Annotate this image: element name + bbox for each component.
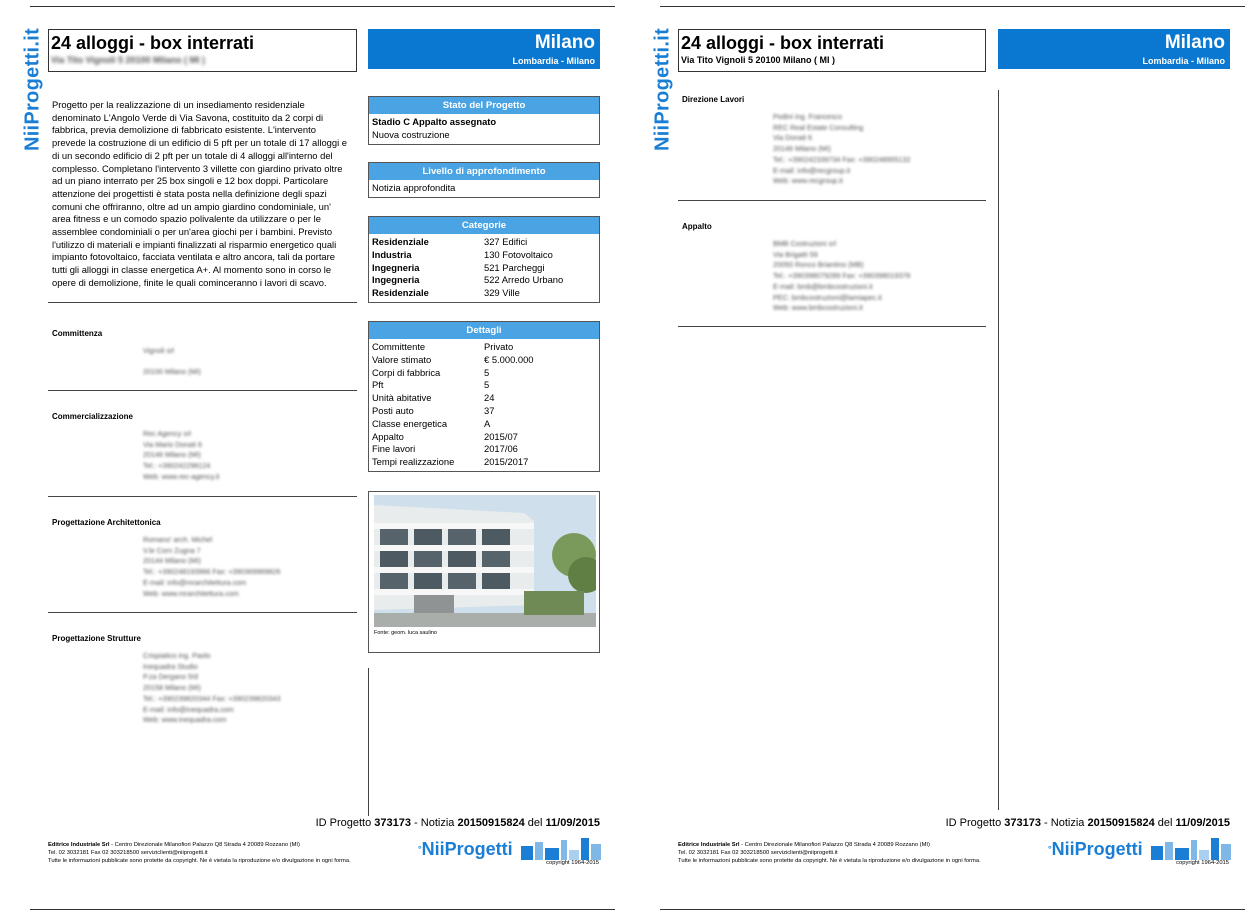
- project-title: 24 alloggi - box interrati: [681, 33, 885, 53]
- contact-direzione-lavori: [682, 94, 982, 187]
- detail-row: [372, 341, 596, 354]
- panel-dettagli: [368, 321, 600, 472]
- contact-committenza: [52, 328, 352, 378]
- title-box: [48, 29, 357, 72]
- divider: [48, 612, 357, 613]
- footer-company: Editrice Industriale Srl: [678, 842, 740, 848]
- contact-progettazione-architettonica: [52, 517, 352, 599]
- detail-row: [372, 354, 596, 367]
- detail-key: Pft: [372, 379, 384, 391]
- panel-body: [369, 339, 599, 471]
- contact-body: [52, 535, 352, 599]
- detail-key: Corpi di fabbrica: [372, 366, 441, 378]
- detail-row: [372, 379, 596, 392]
- contact-body: [52, 346, 352, 378]
- project-title: 24 alloggi - box interrati: [51, 33, 255, 53]
- project-address: Via Tito Vignoli 5 20100 Milano ( MI ): [51, 55, 206, 65]
- notizia-date: 11/09/2015: [1175, 817, 1230, 829]
- project-id: 373173: [374, 817, 411, 829]
- contact-line: 20146 Milano (MI): [773, 144, 831, 154]
- category-value: 327 Edifici: [484, 236, 528, 247]
- detail-value: 2017/06: [484, 443, 518, 455]
- divider: [48, 390, 357, 391]
- category-key: Ingegneria: [372, 261, 420, 273]
- contact-line: Vignoli srl: [143, 346, 175, 355]
- contact-line: [143, 357, 352, 368]
- project-description: Progetto per la realizzazione di un insediamento residenziale denominato L'Angolo Verde di Via Savona, costituito da 2 corpi di fabbrica, previa demolizione di fabbricato esistente. L'intervento prevede la costruzione di un edificio di 5 pft per un totale di 17 alloggi e di un secondo edificio di 2 pft per un totale di 4 alloggi all'interno del complesso. Completano l'intervento 3 villette con giardino privato oltre ad un piano interrato per 25 box singoli e 12 box doppi. Particolare attenzione dei progettisti è stata posta nella definizione degli spazi comuni che offriranno, oltre ad un ampio giardino condominiale, un' area fitness e un comodo spazio polivalente da utilizzare o per le assemblee condominiali o per un'area giochi per i bambini. Previsto l'utilizzo di materiali e impianti finalizzati al risparmio energetico quali impianto fotovoltaico, facciata ventilata e altro ancora, tali da portare tutti gli alloggi in classe energetica A+. Al momento sono in corso le opere di demolizione, finite le quali cominceranno i lavori di scavo.: [52, 99, 347, 288]
- notizia-id: 20150915824: [1087, 817, 1155, 829]
- footer-brand: [1048, 838, 1233, 868]
- notizia-id: 20150915824: [457, 817, 525, 829]
- footer-address: - Centro Direzionale Milanofiori Palazzo Q8 Strada 4 20089 Rozzano (MI): [109, 842, 300, 848]
- contact-body: [52, 651, 352, 726]
- contact-commercializzazione: [52, 411, 352, 483]
- project-image-box: [368, 491, 600, 653]
- contact-line: E-mail: info@inequadra.com: [143, 704, 234, 714]
- region-name: Lombardia - Milano: [1142, 56, 1225, 66]
- category-value: 130 Fotovoltaico: [484, 248, 553, 260]
- footer-contacts: Tel. 02 3032181 Fax 02 303218500 serviziclienti@niiprogetti.it: [678, 850, 838, 856]
- category-key: Industria: [372, 248, 412, 260]
- contact-line: Web: www.inequadra.com: [143, 715, 227, 725]
- contact-line: Crispiatico ing. Paolo: [143, 651, 211, 660]
- category-row: [372, 262, 596, 275]
- contact-line: Web: www.rec-agency.it: [143, 471, 220, 481]
- vertical-logo: NiiProgetti.it: [651, 27, 674, 152]
- stato-line: Nuova costruzione: [372, 128, 450, 140]
- footer-copyright: copyright 1964-2015: [1176, 860, 1229, 866]
- column-line: [998, 90, 999, 810]
- detail-key: Committente: [372, 341, 426, 352]
- contact-line: 20146 Milano (MI): [143, 450, 201, 460]
- footer-logo: °NiiProgetti: [1048, 839, 1143, 859]
- panel-body: [369, 114, 599, 144]
- panel-body: Notizia approfondita: [372, 182, 456, 193]
- footer-company: Editrice Industriale Srl: [48, 842, 110, 848]
- contact-heading: Appalto: [682, 222, 712, 231]
- contact-line: Romano' arch. Michel: [143, 535, 213, 544]
- contact-line: Tel.: +390239820344 Fax: +390239820343: [143, 693, 281, 703]
- category-key: Ingegneria: [372, 274, 420, 286]
- detail-value: € 5.000.000: [484, 353, 534, 365]
- skyline-icon: [1151, 838, 1231, 860]
- contact-line: REC Real Estate Consulting: [773, 122, 864, 132]
- divider: [48, 302, 357, 303]
- category-value: 329 Ville: [484, 287, 520, 299]
- divider: [48, 496, 357, 497]
- detail-row: [372, 418, 596, 431]
- contact-progettazione-strutture: [52, 633, 352, 726]
- stato-line: Stadio C Appalto assegnato: [372, 116, 497, 127]
- contact-line: Inequadra Studio: [143, 661, 198, 671]
- contact-appalto: [682, 221, 982, 314]
- detail-key: Valore stimato: [372, 353, 432, 365]
- category-row: [372, 274, 596, 287]
- detail-value: 2015/2017: [484, 456, 529, 468]
- contact-line: E-mail: info@mrarchitettura.com: [143, 577, 247, 587]
- detail-row: [372, 392, 596, 405]
- contact-heading: Progettazione Strutture: [52, 634, 141, 643]
- id-mid: - Notizia: [410, 817, 458, 829]
- divider: [678, 200, 986, 201]
- contact-line: BMB Costruzioni srl: [773, 239, 837, 248]
- footer-brand: [418, 838, 603, 868]
- skyline-icon: [521, 838, 601, 860]
- contact-heading: Commercializzazione: [52, 412, 133, 421]
- contact-line: Tel.: +390242298124: [143, 461, 211, 471]
- detail-value: 37: [484, 404, 495, 416]
- detail-key: Classe energetica: [372, 417, 448, 429]
- detail-key: Tempi realizzazione: [372, 456, 455, 468]
- panel-livello: [368, 162, 600, 198]
- category-row: [372, 287, 596, 300]
- title-box: [678, 29, 986, 72]
- contact-line: E-mail: info@recgroup.it: [773, 165, 851, 175]
- contact-heading: Progettazione Architettonica: [52, 518, 161, 527]
- contact-line: 20100 Milano (MI): [143, 367, 201, 377]
- contact-line: Rec Agency srl: [143, 429, 191, 438]
- contact-line: Via Mario Donati 6: [143, 439, 202, 449]
- detail-value: 5: [484, 366, 490, 378]
- panel-categorie: [368, 216, 600, 303]
- category-row: [372, 249, 596, 262]
- city-name: Milano: [1164, 32, 1225, 53]
- contact-body: [682, 239, 982, 314]
- contact-line: Tel.: +390242339734 Fax: +390248955132: [773, 154, 911, 164]
- top-rule: [30, 6, 615, 7]
- contact-line: 20144 Milano (MI): [143, 556, 201, 566]
- contact-body: [682, 112, 982, 187]
- contact-heading: Committenza: [52, 329, 103, 338]
- footer-copyright: copyright 1964-2015: [546, 860, 599, 866]
- footer-address: - Centro Direzionale Milanofiori Palazzo Q8 Strada 4 20089 Rozzano (MI): [739, 842, 930, 848]
- footer-contacts: Tel. 02 3032181 Fax 02 303218500 serviziclienti@niiprogetti.it: [48, 850, 208, 856]
- contact-line: Tel.: +390398079289 Fax: +390398019376: [773, 271, 911, 281]
- detail-row: [372, 405, 596, 418]
- contact-line: Web: www.mrarchitettura.com: [143, 588, 239, 598]
- detail-row: [372, 456, 596, 469]
- detail-value: 5: [484, 379, 490, 391]
- detail-key: Fine lavori: [372, 443, 416, 455]
- detail-key: Appalto: [372, 430, 404, 442]
- id-prefix: ID Progetto: [315, 817, 375, 829]
- bottom-rule: [30, 909, 615, 910]
- project-address: Via Tito Vignoli 5 20100 Milano ( MI ): [681, 55, 836, 65]
- panel-body: [369, 234, 599, 302]
- detail-value: A: [484, 417, 491, 429]
- id-line: [810, 817, 1230, 830]
- detail-value: 2015/07: [484, 430, 518, 442]
- top-rule: [660, 6, 1245, 7]
- project-id: 373173: [1004, 817, 1041, 829]
- bottom-rule: [660, 909, 1245, 910]
- region-name: Lombardia - Milano: [512, 56, 595, 66]
- category-row: [372, 236, 596, 249]
- contact-line: P.za Dergano 5/d: [143, 672, 199, 682]
- panel-stato: [368, 96, 600, 145]
- contact-line: V.le Corn Zugna 7: [143, 545, 201, 555]
- footer-logo: °NiiProgetti: [418, 839, 513, 859]
- id-mid: - Notizia: [1040, 817, 1088, 829]
- panel-header: Stato del Progetto: [369, 97, 599, 114]
- contact-line: PEC: bmbcostruzioni@lamiapec.it: [773, 292, 882, 302]
- panel-header: Dettagli: [369, 322, 599, 339]
- city-box: [368, 29, 600, 69]
- footer-copyright-notice: Tutte le informazioni pubblicate sono protette da copyright. Ne è vietata la riproduzione e/o divulgazione in ogni forma.: [48, 858, 351, 864]
- contact-line: 20050 Ronco Briantino (MB): [773, 260, 864, 270]
- divider: [678, 326, 986, 327]
- city-name: Milano: [534, 32, 595, 53]
- panel-header: Livello di approfondimento: [369, 163, 599, 180]
- footer-copyright-notice: Tutte le informazioni pubblicate sono protette da copyright. Ne è vietata la riproduzione e/o divulgazione in ogni forma.: [678, 858, 981, 864]
- id-del: del: [1154, 817, 1176, 829]
- category-key: Residenziale: [372, 236, 429, 247]
- detail-row: [372, 431, 596, 444]
- vertical-logo: NiiProgetti.it: [21, 27, 44, 152]
- contact-line: E-mail: bmb@bmbcostruzioni.it: [773, 281, 873, 291]
- contact-line: Via Donati 6: [773, 133, 813, 143]
- contact-heading: Direzione Lavori: [682, 95, 745, 104]
- contact-line: Tel.: +390248193966 Fax: +390369969826: [143, 567, 281, 577]
- contact-line: Via Brigatti 59: [773, 249, 818, 259]
- contact-line: Web: www.recgroup.it: [773, 176, 843, 186]
- panel-header: Categorie: [369, 217, 599, 234]
- detail-row: [372, 367, 596, 380]
- contact-line: Podini ing. Francesco: [773, 112, 843, 121]
- contact-body: [52, 429, 352, 483]
- image-caption: Fonte: geom. luca saulino: [374, 630, 437, 636]
- building-rendering: [374, 495, 596, 627]
- id-del: del: [524, 817, 546, 829]
- contact-line: Web: www.bmbcostruzioni.it: [773, 303, 863, 313]
- category-value: 521 Parcheggi: [484, 261, 545, 273]
- id-line: [180, 817, 600, 830]
- column-line: [368, 668, 369, 816]
- category-key: Residenziale: [372, 287, 429, 299]
- detail-value: 24: [484, 392, 495, 404]
- page-2: [630, 0, 1260, 912]
- detail-key: Unità abitative: [372, 392, 432, 404]
- city-box: [998, 29, 1230, 69]
- detail-row: [372, 443, 596, 456]
- detail-value: Privato: [484, 341, 514, 352]
- notizia-date: 11/09/2015: [545, 817, 600, 829]
- id-prefix: ID Progetto: [945, 817, 1005, 829]
- detail-key: Posti auto: [372, 404, 414, 416]
- category-value: 522 Arredo Urbano: [484, 274, 564, 286]
- building-illustration: [374, 495, 596, 627]
- contact-line: 20158 Milano (MI): [143, 683, 201, 693]
